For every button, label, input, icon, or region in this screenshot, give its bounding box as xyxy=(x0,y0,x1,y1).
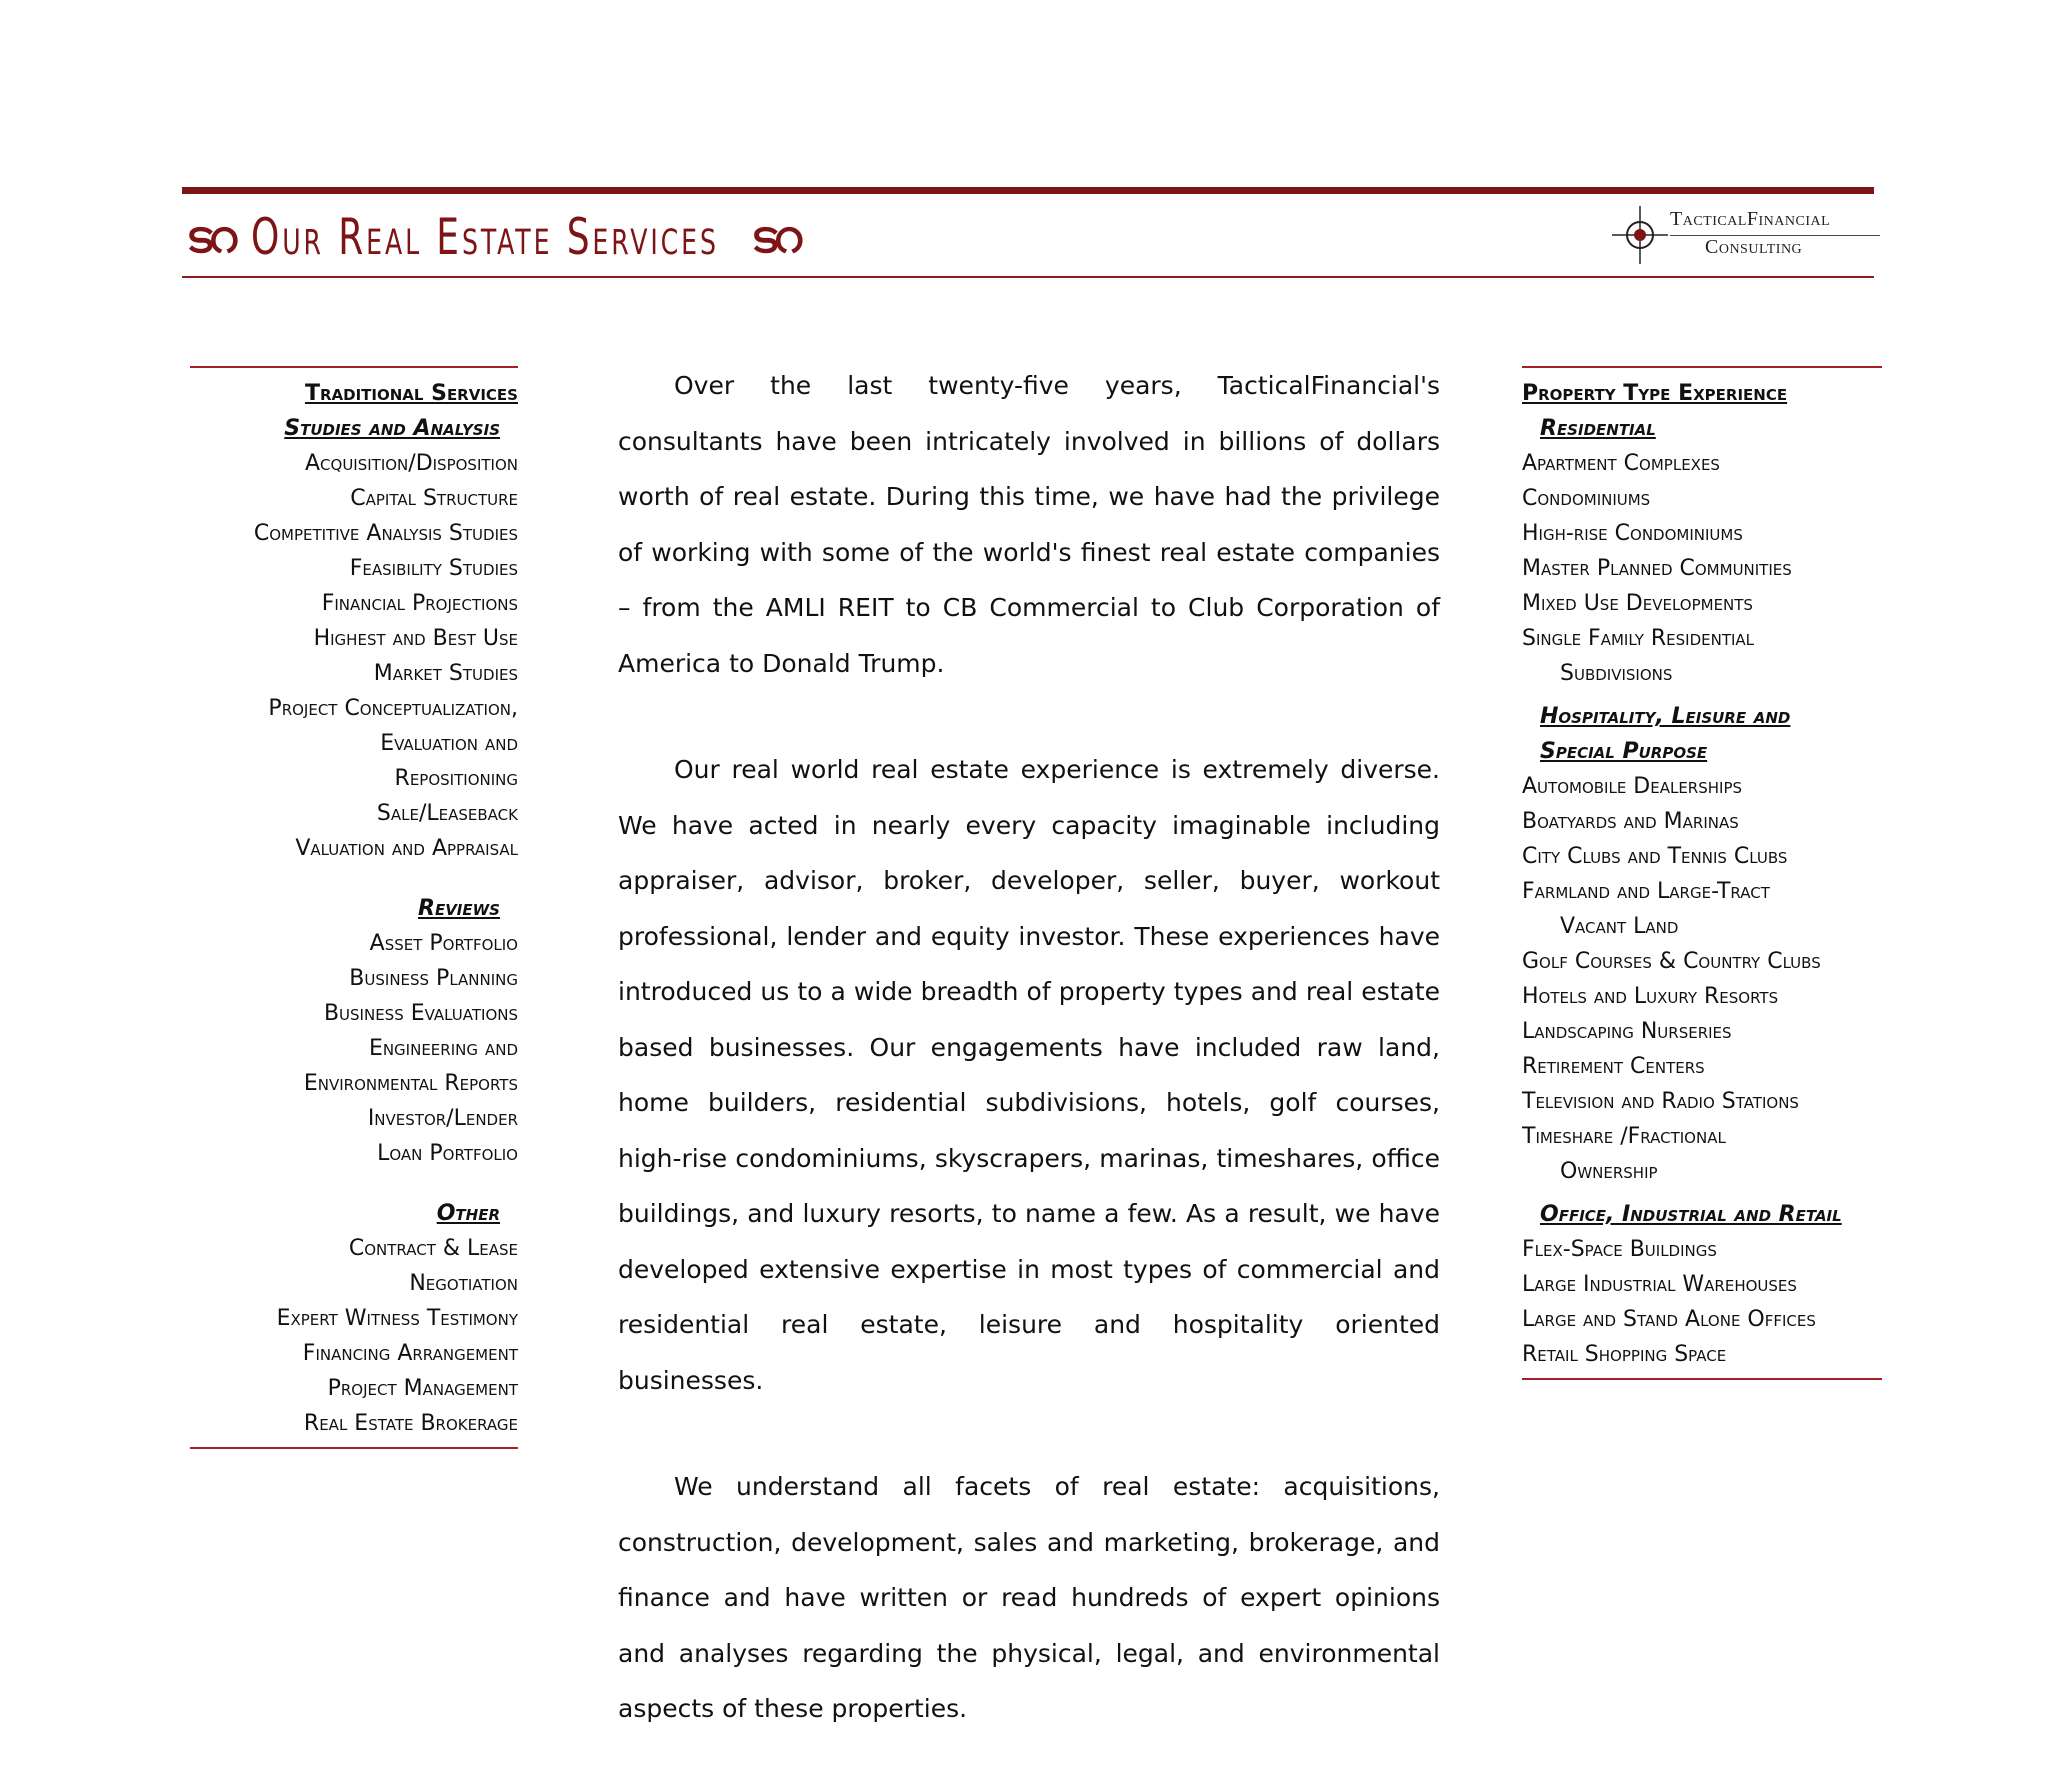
list-item: Project Conceptualization, xyxy=(268,696,518,721)
header-bottom-rule xyxy=(182,276,1874,278)
column-top-rule xyxy=(1522,366,1882,368)
list-item: Market Studies xyxy=(373,661,518,686)
list-item: Retirement Centers xyxy=(1522,1054,1705,1079)
list-item: Boatyards and Marinas xyxy=(1522,809,1739,834)
column-heading: Traditional Services xyxy=(304,381,518,406)
list-item: Apartment Complexes xyxy=(1522,451,1720,476)
crosshair-icon xyxy=(1610,200,1670,270)
list-item: Business Planning xyxy=(349,966,518,991)
list-item: Timeshare /Fractional xyxy=(1522,1124,1726,1149)
list-item: City Clubs and Tennis Clubs xyxy=(1522,844,1788,869)
section-title: Studies and Analysis xyxy=(284,416,500,441)
body-paragraph: We understand all facets of real estate: acquisitions, construction, development, sales and marketing, brokerage, and finance and have written or read hundreds of expert opinions and analyses regarding the physical, legal, and environmental aspects of these properties. xyxy=(618,1472,1440,1723)
list-item: Real Estate Brokerage xyxy=(303,1411,518,1436)
section-title: Hospitality, Leisure and xyxy=(1540,704,1791,729)
page-title: Our Real Estate Services xyxy=(251,208,719,266)
section-gap xyxy=(1522,1189,1882,1197)
list-item: Financing Arrangement xyxy=(302,1341,518,1366)
list-item: Television and Radio Stations xyxy=(1522,1089,1799,1114)
list-item: Condominiums xyxy=(1522,486,1651,511)
list-item: Engineering and xyxy=(368,1036,518,1061)
list-item: Master Planned Communities xyxy=(1522,556,1792,581)
section-title: Office, Industrial and Retail xyxy=(1540,1202,1842,1227)
list-item: Contract & Lease xyxy=(348,1236,518,1261)
list-item: Project Management xyxy=(327,1376,518,1401)
section-gap xyxy=(190,1171,518,1196)
list-item: Vacant Land xyxy=(1560,914,1679,939)
list-item: Capital Structure xyxy=(350,486,518,511)
ornament-right-icon: ടറ xyxy=(750,211,798,263)
list-item: Automobile Dealerships xyxy=(1522,774,1743,799)
list-item: Large Industrial Warehouses xyxy=(1522,1272,1797,1297)
list-item: Subdivisions xyxy=(1560,661,1673,686)
list-item: Repositioning xyxy=(394,766,518,791)
list-item: Landscaping Nurseries xyxy=(1522,1019,1732,1044)
header-top-rule xyxy=(182,187,1874,194)
list-item: Single Family Residential xyxy=(1522,626,1755,651)
property-type-column xyxy=(1522,366,1882,1380)
section-title: Special Purpose xyxy=(1540,739,1708,764)
column-bottom-rule xyxy=(1522,1378,1882,1380)
list-item: Negotiation xyxy=(409,1271,518,1296)
list-item: Feasibility Studies xyxy=(349,556,518,581)
list-item: Environmental Reports xyxy=(303,1071,518,1096)
list-item: Business Evaluations xyxy=(323,1001,518,1026)
ornament-left-icon: ടറ xyxy=(186,211,234,263)
list-item: Evaluation and xyxy=(380,731,518,756)
company-logo xyxy=(1610,200,1880,270)
logo-text-line1: TacticalFinancial xyxy=(1670,208,1831,230)
column-heading: Property Type Experience xyxy=(1522,381,1788,406)
list-item: Ownership xyxy=(1560,1159,1658,1184)
section-title: Reviews xyxy=(418,896,500,921)
list-item: Acquisition/Disposition xyxy=(304,451,518,476)
section-title: Residential xyxy=(1540,416,1656,441)
list-item: Large and Stand Alone Offices xyxy=(1522,1307,1816,1332)
list-item: High-rise Condominiums xyxy=(1522,521,1743,546)
body-paragraph: Our real world real estate experience is extremely diverse. We have acted in nearly every capacity imaginable including appraiser, advisor, broker, developer, seller, buyer, workout professional, lender and equity investor. These experiences have introduced us to a wide breadth of property types and real estate based businesses. Our engagements have included raw land, home builders, residential subdivisions, hotels, golf courses, high-rise condominiums, skyscrapers, marinas, timeshares, office buildings, and luxury resorts, to name a few. As a result, we have developed extensive expertise in most types of commercial and residential real estate, leisure and hospitality oriented businesses. xyxy=(618,755,1440,1395)
list-item: Farmland and Large-Tract xyxy=(1522,879,1770,904)
list-item: Hotels and Luxury Resorts xyxy=(1522,984,1779,1009)
traditional-services-column xyxy=(190,366,518,1449)
list-item: Flex-Space Buildings xyxy=(1522,1237,1717,1262)
logo-text-line2: Consulting xyxy=(1705,236,1803,258)
column-bottom-rule xyxy=(190,1447,518,1449)
list-item: Mixed Use Developments xyxy=(1522,591,1753,616)
list-item: Sale/Leaseback xyxy=(376,801,518,826)
section-title: Other xyxy=(436,1201,500,1226)
title-row xyxy=(186,204,798,270)
list-item: Valuation and Appraisal xyxy=(295,836,518,861)
list-item: Retail Shopping Space xyxy=(1522,1342,1727,1367)
list-item: Asset Portfolio xyxy=(369,931,518,956)
list-item: Expert Witness Testimony xyxy=(276,1306,518,1331)
column-top-rule xyxy=(190,366,518,368)
section-gap xyxy=(190,866,518,891)
body-paragraph: Over the last twenty-five years, TacticalFinancial's consultants have been intricately involved in billions of dollars worth of real estate. During this time, we have had the privilege of working with some of the world's finest real estate companies – from the AMLI REIT to CB Commercial to Club Corporation of America to Donald Trump. xyxy=(618,371,1440,678)
list-item: Highest and Best Use xyxy=(313,626,518,651)
main-body-text xyxy=(618,358,1440,1788)
list-item: Investor/Lender xyxy=(367,1106,518,1131)
list-item: Competitive Analysis Studies xyxy=(253,521,518,546)
section-gap xyxy=(1522,691,1882,699)
list-item: Loan Portfolio xyxy=(377,1141,518,1166)
list-item: Financial Projections xyxy=(321,591,518,616)
list-item: Golf Courses & Country Clubs xyxy=(1522,949,1821,974)
